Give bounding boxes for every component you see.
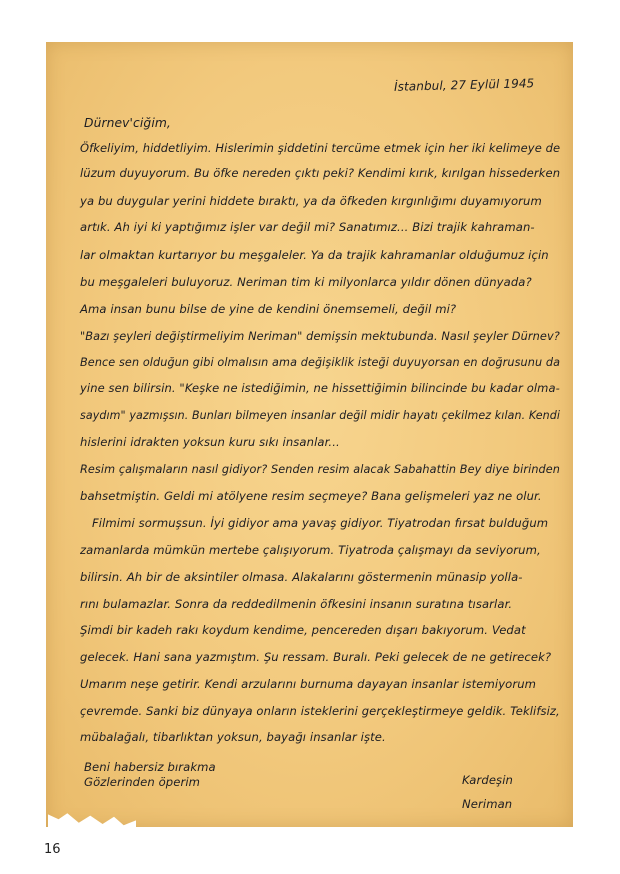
letter-line: bu meşgaleleri buluyoruz. Neriman tim ki milyonlarca yıldır dönen dünyada? bbox=[80, 275, 532, 289]
letter-line: bahsetmiştin. Geldi mi atölyene resim seçmeye? Bana gelişmeleri yaz ne olur. bbox=[80, 489, 542, 503]
letter-line: gelecek. Hani sana yazmıştım. Şu ressam. Buralı. Peki gelecek de ne getirecek? bbox=[80, 650, 552, 664]
letter-line: Ama insan bunu bilse de yine de kendini önemsemeli, değil mi? bbox=[80, 302, 457, 316]
letter-line: yine sen bilirsin. "Keşke ne istediğimin, ne hissettiğimin bilincinde bu kadar olma- bbox=[80, 381, 560, 395]
closing-line: Beni habersiz bırakma bbox=[84, 760, 216, 774]
letter-line: "Bazı şeyleri değiştirmeliyim Neriman" demişsin mektubunda. Nasıl şeyler Dürnev? bbox=[80, 329, 560, 343]
letter-line: Bence sen olduğun gibi olmalısın ama değişiklik isteği duyuyorsan en doğrusunu da bbox=[80, 355, 561, 369]
page-number: 16 bbox=[44, 842, 61, 857]
closing-line: Gözlerinden öperim bbox=[84, 775, 201, 789]
letter-line: artık. Ah iyi ki yaptığımız işler var değil mi? Sanatımız... Bizi trajik kahraman- bbox=[80, 220, 535, 234]
signature-name: Neriman bbox=[462, 797, 513, 811]
letter-line: lüzum duyuyorum. Bu öfke nereden çıktı peki? Kendimi kırık, kırılgan hissederken bbox=[80, 166, 561, 180]
letter-line: Umarım neşe getirir. Kendi arzularını burnuma dayayan insanlar istemiyorum bbox=[80, 677, 537, 691]
letter-greeting: Dürnev'ciğim, bbox=[84, 116, 171, 130]
letter-line: zamanlarda mümkün mertebe çalışıyorum. Tiyatroda çalışmayı da seviyorum, bbox=[80, 543, 541, 557]
letter-line: bilirsin. Ah bir de aksintiler olmasa. Alakalarını göstermenin münasip yolla- bbox=[80, 570, 523, 584]
letter-line: mübalağalı, tibarlıktan yoksun, bayağı insanlar işte. bbox=[80, 730, 386, 744]
letter-date: İstanbul, 27 Eylül 1945 bbox=[393, 76, 535, 94]
letter-line: Filmimi sormuşsun. İyi gidiyor ama yavaş gidiyor. Tiyatrodan fırsat bulduğum bbox=[92, 516, 549, 530]
letter-line: Resim çalışmaların nasıl gidiyor? Senden resim alacak Sabahattin Bey diye birinden bbox=[80, 462, 561, 476]
letter-line: çevremde. Sanki biz dünyaya onların isteklerini gerçekleştirmeye geldik. Teklifsiz, bbox=[80, 704, 560, 718]
letter-line: Öfkeliyim, hiddetliyim. Hislerimin şiddetini tercüme etmek için her iki kelimeye de bbox=[80, 141, 561, 155]
letter-line: Şimdi bir kadeh rakı koydum kendime, pencereden dışarı bakıyorum. Vedat bbox=[80, 623, 526, 637]
letter-line: ya bu duygular yerini hiddete bıraktı, ya da öfkeden kırgınlığımı duyamıyorum bbox=[80, 194, 542, 208]
letter-line: saydım" yazmışsın. Bunları bilmeyen insanlar değil midir hayatı çekilmez kılan. Kendi bbox=[80, 408, 561, 422]
letter-line: hislerini idrakten yoksun kuru sıkı insanlar... bbox=[80, 435, 340, 449]
signature-closing: Kardeşin bbox=[462, 773, 513, 787]
letter-line: rını bulamazlar. Sonra da reddedilmenin öfkesini insanın suratına tısarlar. bbox=[80, 597, 513, 611]
letter-line: lar olmaktan kurtarıyor bu meşgaleler. Ya da trajik kahramanlar olduğumuz için bbox=[80, 248, 549, 262]
